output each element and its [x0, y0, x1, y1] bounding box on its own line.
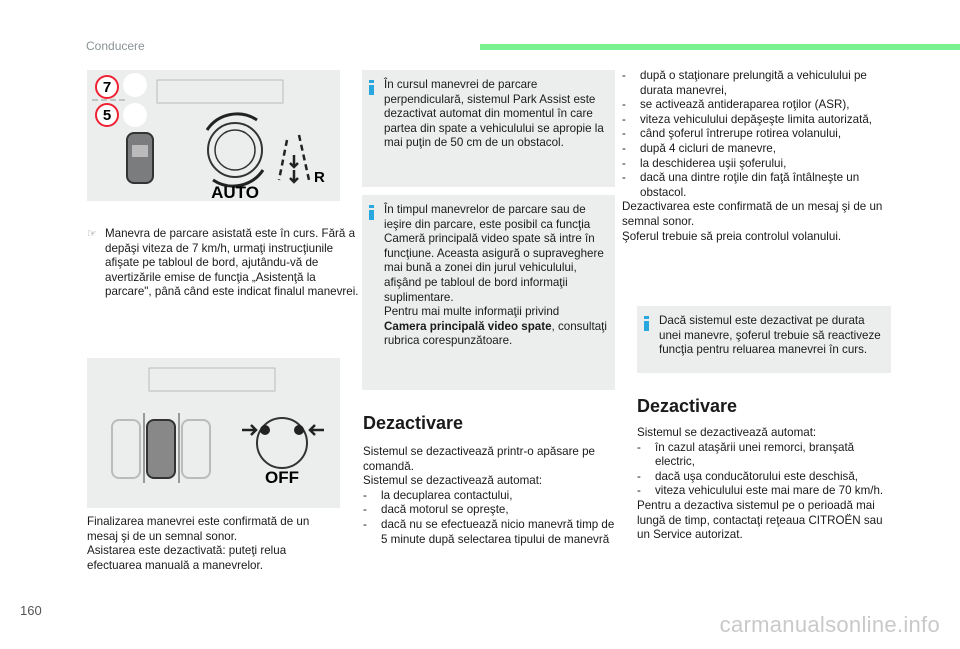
off-label: OFF [265, 468, 299, 487]
info-text: În cursul manevrei de parcare perpendiculară, sistemul Park Assist este dezactivat automat din momentul în care partea din spate a vehiculului se apropie la mai puţin de 50 cm de un obstacol. [384, 78, 604, 150]
info-box-perpendicular [362, 70, 615, 187]
info-text: Dacă sistemul este dezactivat pe durata unei manevre, şoferul trebuie să reactiveze funcţia pentru reluarea manevrei în curs. [659, 314, 881, 357]
list-item: - după o staţionare prelungită a vehiculului pe durata manevrei, [622, 69, 897, 98]
info-icon [369, 80, 374, 95]
list-item: - în cazul ataşării unei remorci, branşată electric, [637, 441, 897, 470]
info-box-reactivate [637, 306, 891, 373]
paragraph: Dezactivarea este confirmată de un mesaj şi de un semnal sonor. [622, 200, 883, 228]
figure-park-assist-auto [87, 70, 340, 201]
info-icon [369, 205, 374, 220]
auto-label: AUTO [211, 183, 259, 201]
paragraph: Sistemul se dezactivează printr-o apăsare pe comandă. [363, 445, 595, 473]
list-item: - la deschiderea uşii şoferului, [622, 157, 897, 172]
paragraph: Pentru a dezactiva sistemul pe o perioadă mai lungă de timp, contactaţi reţeaua CITROËN sau un Service autorizat. [637, 498, 883, 542]
list-item: - la decuplarea contactului, [363, 489, 618, 504]
list-item: - dacă una dintre roţile din faţă întâlneşte un obstacol. [622, 171, 897, 200]
paragraph: Sistemul se dezactivează automat: [363, 474, 543, 488]
list-item: - dacă motorul se opreşte, [363, 503, 618, 518]
list-item: - viteza vehiculului depăşeşte limita autorizată, [622, 113, 897, 128]
info-icon [644, 316, 649, 331]
paragraph: Şoferul trebuie să preia controlul volanului. [622, 229, 842, 243]
list-item: - după 4 cicluri de manevre, [622, 142, 897, 157]
list-item: - dacă uşa conducătorului este deschisă, [637, 470, 897, 485]
figure-park-assist-off [87, 358, 340, 508]
col3-conditions [622, 69, 897, 244]
final-text [87, 515, 343, 573]
camera-reference: Camera principală video spate [384, 319, 552, 333]
step-text: Manevra de parcare asistată este în curs. Fără a depăşi viteza de 7 km/h, urmaţi instrucţiunile afişate pe tabloul de bord, ajutându-vă de avertizările emise de funcţia „Asistenţă la parcare", până când este indicat finalul manevrei. [105, 227, 359, 299]
section-title: Conducere [86, 39, 145, 53]
list-item: - când şoferul întrerupe rotirea volanului, [622, 127, 897, 142]
list-item: - dacă nu se efectuează nicio manevră timp de 5 minute după selectarea tipului de manevră [363, 518, 618, 547]
col3-deactivation [637, 395, 897, 543]
section-accent-bar [480, 44, 960, 50]
info-more-suffix: , consultaţi rubrica corespunzătoare. [384, 319, 607, 348]
info-more: Pentru mai multe informaţii privind [384, 305, 560, 319]
pointing-hand-icon: ☞ [87, 228, 97, 240]
paragraph: Sistemul se dezactivează automat: [637, 426, 817, 439]
paragraph: Finalizarea manevrei este confirmată de un mesaj şi de un semnal sonor. [87, 515, 310, 543]
heading-dezactivare: Dezactivare [637, 396, 738, 416]
heading-dezactivare: Dezactivare [363, 413, 464, 433]
page-number: 160 [20, 603, 42, 618]
step-instruction [87, 227, 361, 300]
info-box-camera [362, 195, 615, 390]
watermark: carmanualsonline.info [719, 612, 940, 637]
list-item: - viteza vehiculului este mai mare de 70 km/h. [637, 484, 897, 499]
badge-7: 7 [102, 79, 112, 96]
badge-5: 5 [102, 107, 112, 124]
paragraph: Asistarea este dezactivată: puteţi relua efectuarea manuală a manevrelor. [87, 544, 287, 572]
col2-deactivation [363, 412, 618, 547]
info-body: În timpul manevrelor de parcare sau de ieşire din parcare, este posibil ca funcţia Cameră principală video spate să intre în funcţiune. Aceasta asigură o supraveghere mai bună a zonei din jurul vehiculului, afişând pe tabloul de bord informaţii suplimentare. [384, 203, 604, 304]
reverse-label: R [314, 169, 325, 186]
info-text [384, 203, 609, 349]
list-item: - se activează antideraparea roţilor (ASR), [622, 98, 897, 113]
